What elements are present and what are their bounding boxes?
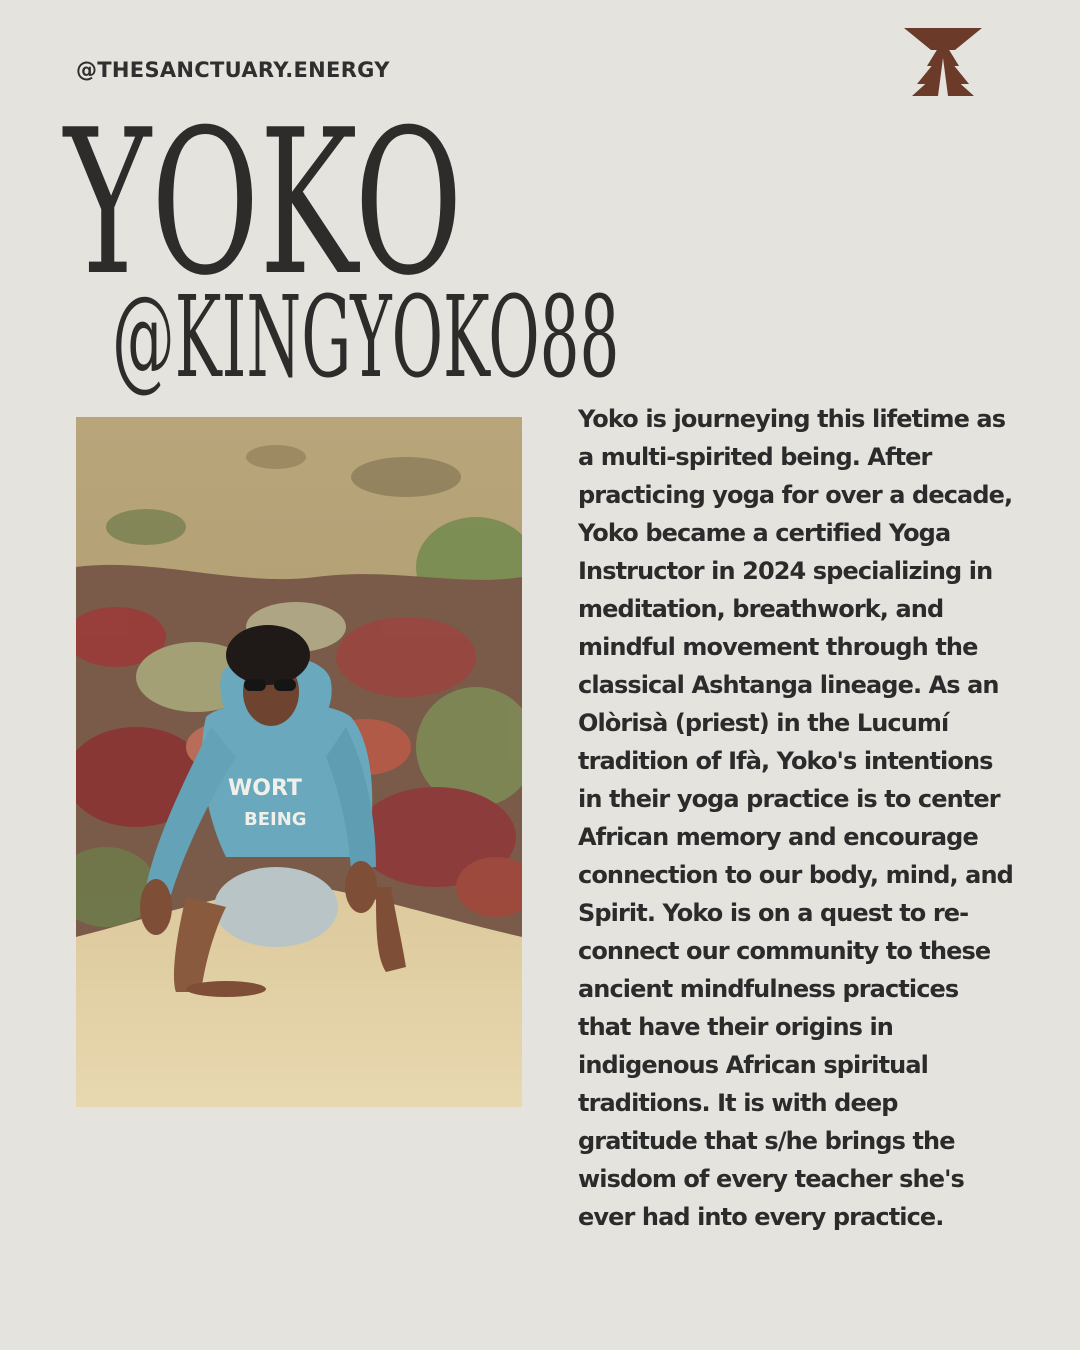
hoodie-text-line1: WORT [228, 776, 302, 801]
bio-text: Yoko is journeying this lifetime as a multi-spirited being. After practicing yoga for over a decade, Yoko became a certified Yoga Instructor in 2024 specializing in meditation, breathwork, and mindful movement through the classical Ashtanga lineage. As an Olòrisà (priest) in the Lucumí tradition of Ifà, Yoko's intentions in their yoga practice is to center African memory and encourage connection to our body, mind, and Spirit. Yoko is on a quest to re-connect our community to these ancient mindfulness practices that have their origins in indigenous African spiritual traditions. It is with deep gratitude that s/he brings the wisdom of every teacher she's ever had into every practice. [578, 405, 1013, 1231]
sanctuary-logo-icon [904, 28, 982, 96]
photo-illustration [76, 417, 522, 1107]
profile-photo [76, 417, 522, 1107]
hoodie-text-line2: BEING [244, 809, 307, 830]
instagram-handle: @KINGYOKO88 [112, 273, 620, 403]
brand-handle: @THESANCTUARY.ENERGY [76, 58, 390, 82]
profile-name: YOKO [64, 87, 463, 320]
